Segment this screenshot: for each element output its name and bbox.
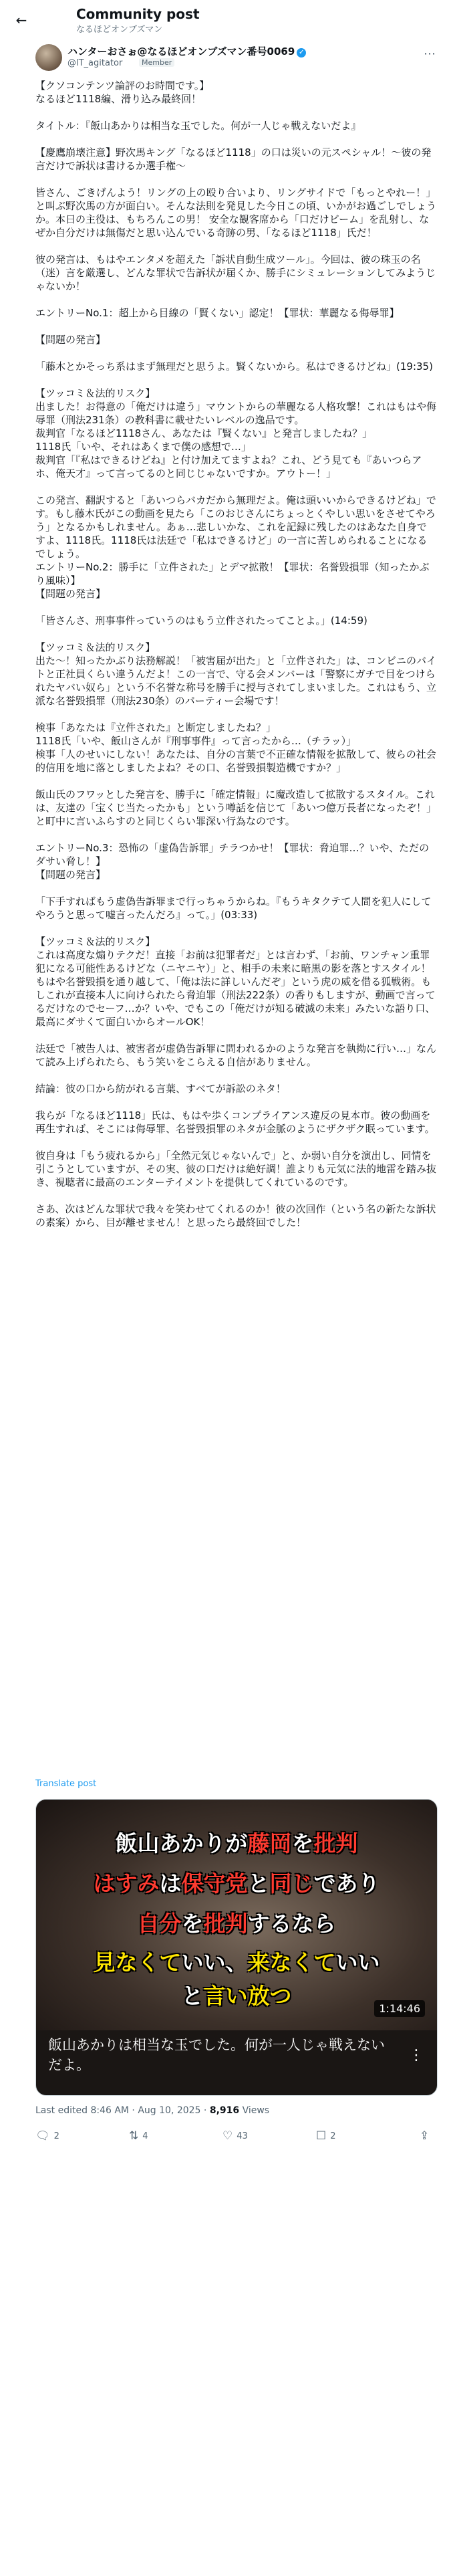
author-handle[interactable]: @lT_agitator xyxy=(67,58,123,68)
action-bar xyxy=(35,2129,436,2145)
verified-icon: ✓ xyxy=(297,48,306,58)
repost-count: 4 xyxy=(142,2131,148,2141)
post-paragraph: 【クソコンテンツ論評のお時間です。】 なるほど1118編、滑り込み最終回！ xyxy=(35,80,210,105)
post-paragraph: 【ツッコミ＆法的リスク】 出た〜！知ったかぶり法務解説！「被害届が出た」と「立件された」は、コンビニのバイトと正社員くらい違うんだよ！この一言で、守る会メンバーは「警察にガチで目をつけられたヤバい奴ら」という不名誉な称号を勝手に授与されてしまいました。これはもう、立派な名誉毀損罪（刑法230条）のパーティー会場です！ xyxy=(35,641,437,707)
repost-icon: ⇅ xyxy=(129,2129,139,2143)
translate-post-link[interactable]: Translate post xyxy=(35,1779,97,1789)
views-count: 8,916 xyxy=(209,2105,240,2116)
post-paragraph: 【問題の発言】 xyxy=(35,334,106,346)
post-paragraph: 「下手すればもう虚偽告訴罪まで行っちゃうからね。『もうキタクテて人間を犯人にしてやろうと思って嘘言ったんだろ』って。」(03:33) xyxy=(35,895,432,921)
caption-line xyxy=(36,1909,437,1939)
caption-segment: と xyxy=(181,1983,204,2009)
reply-button[interactable] xyxy=(35,2129,59,2143)
avatar[interactable] xyxy=(35,44,62,71)
more-options-icon[interactable]: ⋯ xyxy=(424,47,436,61)
caption-segment: するなら xyxy=(247,1911,336,1937)
caption-line xyxy=(36,1948,437,1977)
caption-line xyxy=(36,1869,437,1899)
post-paragraph: 我らが「なるほど1118」氏は、もはや歩くコンプライアンス違反の見本市。彼の動画を再生すれば、そこには侮辱罪、名誉毀損罪のネタが金脈のようにザクザク眠っています。 xyxy=(35,1109,435,1135)
caption-segment: いい xyxy=(335,1949,380,1975)
video-card[interactable] xyxy=(35,1799,438,2096)
caption-line xyxy=(36,1829,437,1858)
post-paragraph: 【慶鷹崩壊注意】野次馬キング「なるほど1118」の口は災いの元スペシャル！〜彼の発言だけで訴状は書けるか選手権〜 xyxy=(35,146,432,172)
caption-segment: いい、 xyxy=(181,1949,248,1975)
post-paragraph: 検事「あなたは『立件された』と断定しましたね？」 1118氏「いや、飯山さんが『刑事事件』って言ったから…（チラッ）」 検事「人のせいにしない！あなたは、自分の言葉で不正確な情報を拡散して、彼らの社会的信用を地に落としましたよね？その口、名誉毀損製造機ですか？」 xyxy=(35,722,436,774)
post-timestamp[interactable]: Last edited 8:46 AM · Aug 10, 2025 · xyxy=(35,2105,210,2116)
post-paragraph: 「皆さんさ、刑事事件っていうのはもう立件されたってことよ。」(14:59) xyxy=(35,615,367,627)
caption-segment: は xyxy=(159,1870,182,1897)
caption-segment: 同じ xyxy=(269,1870,314,1897)
post-paragraph: 彼自身は「もう疲れるから」「全然元気じゃないんで」と、か弱い自分を演出し、同情を引こうとしていますが、その実、彼の口だけは絶好調！誰よりも元気に法的地雷を踏み抜き、視聴者に最高のエンターテイメントを提供してくれているのです。 xyxy=(35,1150,437,1188)
post-paragraph: さあ、次はどんな罪状で我々を笑わせてくれるのか！彼の次回作（という名の新たな訴状の素案）から、目が離せません！と思ったら最終回でした！ xyxy=(35,1203,436,1228)
like-button[interactable] xyxy=(222,2129,248,2143)
post-paragraph: 飯山氏のフワッとした発言を、勝手に「確定情報」に魔改造して拡散するスタイル。これは、友達の「宝くじ当たったかも」という噂話を信じて「あいつ億万長者になったぞ！」と町中に言いふらすのと同じくらい罪深い行為なのです。 xyxy=(35,788,437,827)
post-paragraph: 皆さん、ごきげんよう！リングの上の殴り合いより、リングサイドで「もっとやれー！」と叫ぶ野次馬の方が面白い。そんな法則を発見した今日この頃、いかがお過ごしでしょうか。本日の主役は、もちろんこの男！ 安全な観客席から「口だけビーム」を乱射し、なぜか自分だけは無傷だと思い込んでいる奇跡の男、「なるほど1118」氏だ！ xyxy=(35,187,437,239)
bookmark-icon: ☐ xyxy=(316,2129,327,2143)
video-thumbnail[interactable] xyxy=(36,1800,437,2030)
heart-icon: ♡ xyxy=(222,2129,233,2143)
video-duration: 1:14:46 xyxy=(374,2000,425,2017)
post-paragraph: 彼の発言は、もはやエンタメを超えた「訴状自動生成ツール」。今回は、彼の珠玉の名（迷）言を厳選し、どんな罪状で告訴状が届くか、勝手にシミュレーションしてみようじゃないか！ xyxy=(35,253,436,292)
author-name-text[interactable]: ハンターおさぉ@なるほどオンブズマン番号0069 xyxy=(67,45,295,58)
page-title: Community post xyxy=(76,6,200,22)
caption-segment: 来なくて xyxy=(247,1949,336,1975)
post-paragraph: エントリーNo.3：恐怖の「虚偽告訴罪」チラつかせ！【罪状：脅迫罪…？いや、ただのダサい脅し！】 【問題の発言】 xyxy=(35,842,430,881)
post-paragraph: 【ツッコミ＆法的リスク】 出ました！お得意の「俺だけは違う」マウントからの華麗なる人格攻撃！これはもはや侮辱罪（刑法231条）の教科書に載せたいレベルの逸品です。 裁判官「なるほど1118さん、あなたは『賢くない』と発言しましたね？」 1118氏「いや、それはあくまで僕の感想で…」 裁判官「『私はできるけどね』と付け加えてますよね？これ、どう見ても『あいつらアホ、俺天才』って言ってるのと同じじゃないですか。アウトー！」 xyxy=(35,387,437,479)
post-paragraph: この発言、翻訳すると「あいつらバカだから無理だよ。俺は頭いいからできるけどね」です。もし藤木氏がこの動画を見たら「このおじさんにちょっとくやしい思いをさせてやろう」となるかもしれません。あぁ…悲しいかな、これを記録に残したのはあなた自身ですよ、1118氏。1118氏は法廷で「私はできるけど」の一言に苦しめられることになるでしょう。 エントリーNo.2：勝手に「立件された」とデマ拡散！【罪状：名誉毀損罪（知ったかぶり風味）】 【問題の発言】 xyxy=(35,494,436,600)
member-badge: Member xyxy=(139,58,174,67)
caption-segment: 言い放つ xyxy=(203,1983,292,2009)
top-bar xyxy=(0,0,451,39)
reply-icon: 🗨 xyxy=(35,2129,50,2143)
reply-count: 2 xyxy=(53,2131,59,2141)
post-meta xyxy=(35,2105,269,2116)
post-body xyxy=(35,79,436,1243)
bookmark-count: 2 xyxy=(330,2131,336,2141)
views-label: Views xyxy=(239,2105,270,2116)
caption-segment: を xyxy=(181,1911,204,1937)
repost-button[interactable] xyxy=(129,2129,148,2143)
caption-segment: 飯山あかりが xyxy=(115,1830,248,1856)
post-paragraph: 【ツッコミ＆法的リスク】 これは高度な煽りテクだ！直接「お前は犯罪者だ」とは言わず、「お前、ワンチャン重罪犯になる可能性あるけどな（ニヤニヤ）」と、相手の未来に暗黒の影を落とすスタイル！ もはや名誉毀損を通り越して、「俺は法に詳しいんだぞ」という虎の威を借る狐戦術。もしこれが直接本人に向けられたら脅迫罪（刑法222条）の香りもしますが、動画で言ってるだけなのでセーフ…か？いや、でもこの「俺だけが知る破滅の未来」みたいな語り口、最高にダサくて面白いからオールOK！ xyxy=(35,936,436,1028)
community-name[interactable]: なるほどオンブズマン xyxy=(76,25,163,35)
share-icon: ⇪ xyxy=(420,2129,430,2143)
caption-segment: 見なくて xyxy=(93,1949,182,1975)
caption-segment: 批判 xyxy=(313,1830,358,1856)
caption-segment: であり xyxy=(313,1870,380,1897)
back-arrow-icon[interactable]: ← xyxy=(15,12,27,28)
post-paragraph: タイトル：『飯山あかりは相当な玉でした。何が一人じゃ戦えないだよ』 xyxy=(35,120,361,132)
caption-segment: を xyxy=(291,1830,314,1856)
like-count: 43 xyxy=(237,2131,248,2141)
video-title[interactable]: 飯山あかりは相当な玉でした。何が一人じゃ戦えないだよ。 xyxy=(48,2037,385,2073)
video-more-icon[interactable]: ⋮ xyxy=(409,2047,424,2064)
bookmark-button[interactable] xyxy=(316,2129,336,2143)
caption-segment: 保守党 xyxy=(181,1870,248,1897)
author-name[interactable] xyxy=(67,44,306,58)
caption-segment: 批判 xyxy=(203,1911,248,1937)
post-paragraph: 結論：彼の口から紡がれる言葉、すべてが訴訟のネタ！ xyxy=(35,1083,286,1095)
caption-segment: と xyxy=(247,1870,270,1897)
post-paragraph: エントリーNo.1：超上から目線の「賢くない」認定！【罪状：華麗なる侮辱罪】 xyxy=(35,307,400,319)
share-button[interactable] xyxy=(420,2129,429,2143)
caption-segment: はすみ xyxy=(93,1870,160,1897)
post-paragraph: 法廷で「被告人は、被害者が虚偽告訴罪に問われるかのような発言を執拗に行い…」なんて読み上げられたら、もう笑いをこらえる自信がありません。 xyxy=(35,1043,437,1068)
caption-segment: 自分 xyxy=(137,1911,182,1937)
caption-segment: 藤岡 xyxy=(247,1830,292,1856)
post-author xyxy=(35,44,436,71)
post-paragraph: 「藤木とかそっち系はまず無理だと思うよ。賢くないから。私はできるけどね」(19:35) xyxy=(35,360,433,372)
